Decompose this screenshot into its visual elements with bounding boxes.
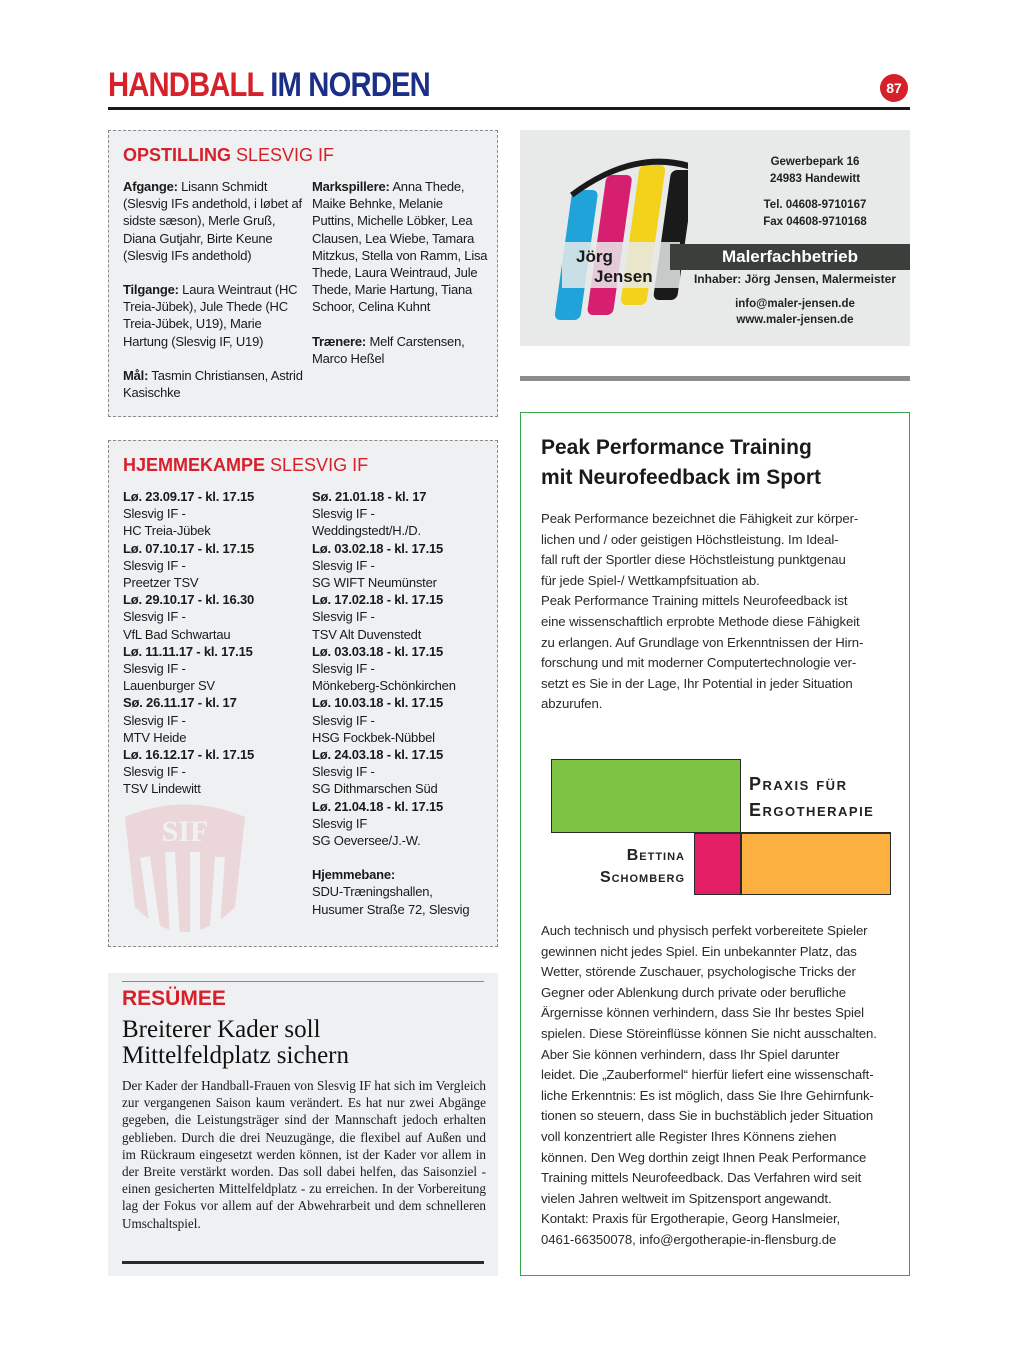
match-entry xyxy=(312,694,494,746)
text-line: Wetter, störende Zuschauer, psychologische Tricks der xyxy=(541,964,856,980)
resume-body: Der Kader der Handball-Frauen von Slesvig IF hat sich im Vergleich zur vergangenen Saison kaum verändert. Es hat nur zwei Abgänge gegeben, die Leistungsträger sind der Mannschaft jedoch erhalten geblieben. Durch die drei Neuzugänge, die flexibel auf Außen und im Rückraum eingesetzt werden können, ist der Kader vor allem in der Breite verstärkt worden. Das soll dabei helfen, das Saisonziel - einen gesicherten Mittelfeldplatz - zu erreichen. In der Vorbereitung lag der Fokus vor allem auf der Abwehrarbeit und dem schnelleren Umschaltspiel. xyxy=(122,1078,486,1231)
opstilling-left-column xyxy=(123,178,303,418)
tilgange-paragraph: Tilgange: Laura Weintraut (HC Treia-Jübek), Jule Thede (HC Treia-Jübek, U19), Marie Hartung (Slesvig IF, U19) xyxy=(123,282,298,349)
praxis-name: Praxis für Ergotherapie xyxy=(749,774,875,820)
match-entry xyxy=(123,488,303,540)
text-line: Auch technisch und physisch perfekt vorbereitete Spieler xyxy=(541,923,868,938)
match-entry xyxy=(312,746,494,798)
venue-line2: Husumer Straße 72, Slesvig xyxy=(312,901,470,917)
text-line: eine wissenschaftlich erprobte Methode diese Fähigkeit xyxy=(541,613,860,629)
match-away: Preetzer TSV xyxy=(123,575,199,591)
maler-website: www.maler-jensen.de xyxy=(736,314,854,326)
text-line: leidet. Die „Zauberformel“ hierfür liefert eine wissenschaft- xyxy=(541,1067,874,1083)
text-line: für jede Spiel-/ Wettkampfsituation ab. xyxy=(541,572,760,588)
match-entry xyxy=(123,540,303,592)
matches-right-column xyxy=(312,488,494,918)
match-home: Slesvig IF - xyxy=(312,764,375,780)
text-line: gewinnen nicht jedes Spiel. Ein unbekannter Platz, das xyxy=(541,943,857,959)
maler-contact xyxy=(680,296,910,328)
opstilling-title: OPSTILLING SLESVIG IF xyxy=(123,145,335,165)
venue-line1: SDU-Træningshallen, xyxy=(312,884,433,900)
match-date: Lø. 23.09.17 - kl. 17.15 xyxy=(123,489,255,504)
text-line: voll konzentriert alle Register Ihres Könnens ziehen xyxy=(541,1128,837,1144)
text-line: Training mittels Neurofeedback. Das Verfahren wird seit xyxy=(541,1170,862,1186)
svg-text:Jörg: Jörg xyxy=(576,247,613,266)
text-line: setzt es Sie in der Lage, Ihr Potential in jeder Situation xyxy=(541,675,853,691)
match-home: Slesvig IF - xyxy=(123,609,186,625)
resume-headline: Breiterer Kader soll Mittelfeldplatz sichern xyxy=(122,1016,350,1069)
opstilling-right-column xyxy=(312,178,488,384)
match-away: SG Dithmarschen Süd xyxy=(312,781,438,797)
match-entry xyxy=(312,591,494,643)
match-home: Slesvig IF - xyxy=(123,506,186,522)
match-date: Lø. 21.04.18 - kl. 17.15 xyxy=(312,798,444,814)
match-away: Mönkeberg-Schönkirchen xyxy=(312,678,456,694)
page-number: 87 xyxy=(880,74,908,102)
match-home: Slesvig IF - xyxy=(312,712,375,728)
match-home: Slesvig IF xyxy=(312,815,368,831)
match-entry xyxy=(123,694,303,746)
match-entry xyxy=(312,540,494,592)
matches-left-column xyxy=(123,488,303,798)
text-line: abzurufen. xyxy=(541,696,603,712)
hjemmekampe-box xyxy=(108,440,498,947)
match-home: Slesvig IF - xyxy=(123,764,186,780)
match-entry xyxy=(312,643,494,695)
logo-green-block xyxy=(551,759,741,833)
sif-club-logo xyxy=(115,797,255,947)
match-date: Sø. 21.01.18 - kl. 17 xyxy=(312,489,427,504)
match-away: Lauenburger SV xyxy=(123,678,215,694)
match-date: Lø. 16.12.17 - kl. 17.15 xyxy=(123,747,255,763)
logo-line xyxy=(741,832,891,834)
traenere-paragraph: Trænere: Melf Carstensen, Marco Heßel xyxy=(312,333,465,366)
match-entry xyxy=(312,488,494,540)
venue-label: Hjemmebane: xyxy=(312,867,396,883)
peak-intro-text xyxy=(541,509,903,715)
text-line: Ärgernisse können verhindern, dass Sie Ihr bestes Spiel xyxy=(541,1005,864,1021)
hjemmekampe-title: HJEMMEKAMPE SLESVIG IF xyxy=(123,455,369,475)
match-home: Slesvig IF - xyxy=(312,609,375,625)
text-line: Peak Performance Training mittels Neurofeedback ist xyxy=(541,593,848,609)
match-home: Slesvig IF - xyxy=(123,712,186,728)
maler-jensen-ad xyxy=(520,130,910,346)
praxis-logo xyxy=(551,759,891,899)
divider xyxy=(122,981,484,982)
text-line: fall ruft der Sportler diese Höchstleistung punktgenau xyxy=(541,552,846,568)
resume-box xyxy=(108,973,498,1276)
match-date: Lø. 03.02.18 - kl. 17.15 xyxy=(312,540,444,556)
text-line: Kontakt: Praxis für Ergotherapie, Georg Hanslmeier, xyxy=(541,1211,841,1227)
match-date: Sø. 26.11.17 - kl. 17 xyxy=(123,695,237,711)
match-home: Slesvig IF - xyxy=(123,661,186,677)
text-line: zu erlangen. Auf Grundlage von Erkenntnissen der Hirn- xyxy=(541,634,864,650)
afgange-paragraph: Afgange: Lisann Schmidt (Slesvig IFs andethold, i løbet af sidste sæson), Merle Gruß, Diana Gutjahr, Birte Keune (Slesvig IFs andethold) xyxy=(123,179,302,263)
match-date: Lø. 24.03.18 - kl. 17.15 xyxy=(312,747,444,763)
match-date: Lø. 11.11.17 - kl. 17.15 xyxy=(123,643,253,659)
match-away: SG Oeversee/J.-W. xyxy=(312,833,421,849)
peak-body-text xyxy=(541,921,903,1251)
text-line: Gegner oder Ablenkung durch private oder berufliche xyxy=(541,984,847,1000)
match-away: HSG Fockbek-Nübbel xyxy=(312,729,435,745)
match-away: VfL Bad Schwartau xyxy=(123,626,231,642)
opstilling-box xyxy=(108,130,498,417)
logo-orange-block xyxy=(741,833,891,895)
match-date: Lø. 07.10.17 - kl. 17.15 xyxy=(123,540,255,556)
match-away: TSV Alt Duvenstedt xyxy=(312,626,422,642)
match-date: Lø. 17.02.18 - kl. 17.15 xyxy=(312,592,444,608)
text-line: Aber Sie können verhindern, dass Ihr Spiel darunter xyxy=(541,1046,840,1062)
maal-paragraph: Mål: Tasmin Christiansen, Astrid Kasischke xyxy=(123,367,303,401)
maler-email: info@maler-jensen.de xyxy=(735,298,855,310)
text-line: liche Erkenntnis: Es ist möglich, dass Sie Ihre Gehirnfunk- xyxy=(541,1087,874,1103)
text-line: 0461-66350078, info@ergotherapie-in-flensburg.de xyxy=(541,1231,837,1247)
maler-address: Gewerbepark 16 24983 Handewitt Tel. 04608-9710167 Fax 04608-9710168 xyxy=(763,156,867,228)
divider xyxy=(122,1261,484,1264)
match-entry xyxy=(123,746,303,798)
markspillere-paragraph: Markspillere: Anna Thede, Maike Behnke, Melanie Puttins, Michelle Löbker, Lea Clausen, Lea Wiebe, Tamara Mitzkus, Stella von Ramm, Lisa Thede, Laura Weintraud, Jule Thede, Marie Hartung, Tiana Schoor, Celina Kuhnt xyxy=(312,179,488,315)
page-header xyxy=(108,66,910,110)
section-title-part2: IM NORDEN xyxy=(270,66,430,104)
section-title xyxy=(108,66,430,105)
match-away: HC Treia-Jübek xyxy=(123,523,211,539)
match-home: Slesvig IF - xyxy=(312,661,375,677)
maler-business-banner: Malerfachbetrieb xyxy=(670,244,910,270)
text-line: tionen so steuern, dass Sie in buchstäblich jeder Situation xyxy=(541,1108,874,1124)
match-away: TSV Lindewitt xyxy=(123,781,201,797)
match-away: Weddingstedt/H./D. xyxy=(312,523,421,539)
maler-jensen-logo xyxy=(538,150,688,320)
match-home: Slesvig IF - xyxy=(123,557,186,573)
text-line: Peak Performance bezeichnet die Fähigkeit zur körper- xyxy=(541,511,859,526)
section-title-part1: HANDBALL xyxy=(108,66,264,104)
match-away: MTV Heide xyxy=(123,729,187,745)
match-date: Lø. 03.03.18 - kl. 17.15 xyxy=(312,643,444,659)
resume-label: RESÜMEE xyxy=(122,987,226,1010)
svg-text:SIF: SIF xyxy=(161,815,209,848)
match-entry xyxy=(123,643,303,695)
match-date: Lø. 29.10.17 - kl. 16.30 xyxy=(123,592,255,608)
text-line: können. Den Weg dorthin zeigt Ihnen Peak Performance xyxy=(541,1149,867,1165)
text-line: forschung und mit moderner Computertechnologie ver- xyxy=(541,655,857,671)
text-line: spielen. Diese Störeinflüsse können Sie nicht ausschalten. xyxy=(541,1025,877,1041)
peak-performance-ad xyxy=(520,412,910,1276)
match-home: Slesvig IF - xyxy=(312,506,375,522)
text-line: vielen Jahren weltweit im Spitzensport angewandt. xyxy=(541,1190,832,1206)
match-away: SG WIFT Neumünster xyxy=(312,575,437,591)
match-entry xyxy=(312,798,494,850)
logo-pink-block xyxy=(694,833,741,895)
person-name: Bettina Schomberg xyxy=(599,847,685,886)
text-line: lichen und / oder geistigen Höchstleistung. Im Ideal- xyxy=(541,531,839,547)
svg-text:Jensen: Jensen xyxy=(594,267,653,286)
match-date: Lø. 10.03.18 - kl. 17.15 xyxy=(312,695,444,711)
maler-owner: Inhaber: Jörg Jensen, Malermeister xyxy=(693,272,897,286)
divider xyxy=(520,376,910,381)
match-entry xyxy=(123,591,303,643)
match-home: Slesvig IF - xyxy=(312,557,375,573)
peak-title: Peak Performance Training mit Neurofeedback im Sport xyxy=(541,436,822,489)
